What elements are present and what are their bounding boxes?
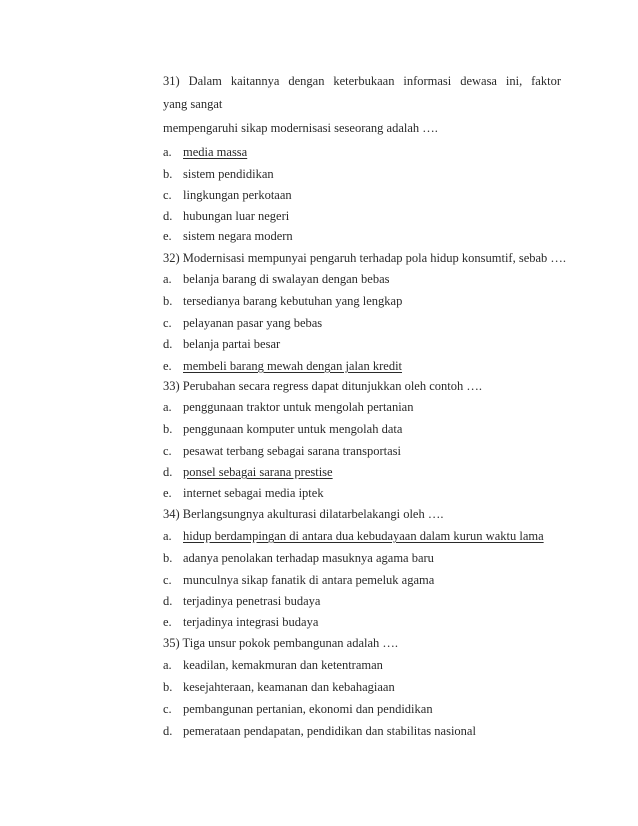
option-letter: c. [163,444,172,458]
option-text: sistem negara modern [183,229,293,243]
option-letter: a. [163,145,172,159]
option-text: pesawat terbang sebagai sarana transportasi [183,444,401,458]
option-letter: a. [163,529,172,543]
option-31-b [163,166,274,182]
option-31-e [163,228,293,244]
option-text: keadilan, kemakmuran dan ketentraman [183,658,383,672]
option-32-a [163,271,390,287]
option-text: adanya penolakan terhadap masuknya agama baru [183,551,434,565]
option-32-e [163,358,402,374]
option-text: penggunaan traktor untuk mengolah pertanian [183,400,414,414]
option-31-d [163,208,289,224]
option-text: hubungan luar negeri [183,209,290,223]
question-33: 33) Perubahan secara regress dapat ditunjukkan oleh contoh …. [163,379,482,393]
option-32-d [163,336,280,352]
option-31-c [163,187,292,203]
option-letter: d. [163,465,173,479]
option-letter: b. [163,551,173,565]
option-letter: a. [163,272,172,286]
option-text: belanja barang di swalayan dengan bebas [183,272,390,286]
option-text: pembangunan pertanian, ekonomi dan pendidikan [183,702,433,716]
option-letter: c. [163,573,172,587]
option-34-b [163,550,434,566]
option-text: munculnya sikap fanatik di antara pemeluk agama [183,573,435,587]
option-letter: b. [163,422,173,436]
question-32: 32) Modernisasi mempunyai pengaruh terhadap pola hidup konsumtif, sebab …. [163,251,567,265]
option-33-b [163,421,402,437]
option-35-c [163,701,433,717]
option-letter: a. [163,658,172,672]
option-35-a [163,657,383,673]
option-letter: e. [163,486,172,500]
option-34-a [163,528,544,544]
option-32-c [163,315,322,331]
option-letter: b. [163,167,173,181]
option-letter: c. [163,188,172,202]
option-text: terjadinya integrasi budaya [183,615,319,629]
question-31-line-3: mempengaruhi sikap modernisasi seseorang adalah …. [163,121,438,135]
option-text: terjadinya penetrasi budaya [183,594,321,608]
option-text: pelayanan pasar yang bebas [183,316,323,330]
option-text-answer: media massa [183,145,248,159]
option-text: kesejahteraan, keamanan dan kebahagiaan [183,680,395,694]
option-text: tersedianya barang kebutuhan yang lengkap [183,294,403,308]
option-35-d [163,723,476,739]
option-letter: d. [163,337,173,351]
option-text: lingkungan perkotaan [183,188,292,202]
option-letter: e. [163,615,172,629]
question-31-line-2: yang sangat [163,97,223,111]
option-33-d [163,464,333,480]
option-letter: e. [163,229,172,243]
option-text: sistem pendidikan [183,167,274,181]
option-34-e [163,614,318,630]
option-text: belanja partai besar [183,337,281,351]
option-letter: d. [163,209,173,223]
option-letter: b. [163,680,173,694]
option-31-a [163,144,247,160]
option-34-d [163,593,320,609]
question-35: 35) Tiga unsur pokok pembangunan adalah …. [163,636,399,650]
question-34: 34) Berlangsungnya akulturasi dilatarbelakangi oleh …. [163,507,444,521]
option-32-b [163,293,402,309]
option-35-b [163,679,395,695]
option-33-e [163,485,324,501]
option-letter: d. [163,594,173,608]
option-letter: e. [163,359,172,373]
option-text-answer: membeli barang mewah dengan jalan kredit [183,359,403,373]
option-33-c [163,443,401,459]
option-text: pemerataan pendapatan, pendidikan dan stabilitas nasional [183,724,476,738]
question-31-line-1: 31) Dalam kaitannya dengan keterbukaan informasi dewasa ini, faktor [163,74,561,88]
option-text: penggunaan komputer untuk mengolah data [183,422,403,436]
option-34-c [163,572,434,588]
option-letter: a. [163,400,172,414]
option-33-a [163,399,413,415]
option-text-answer: hidup berdampingan di antara dua kebudayaan dalam kurun waktu lama [183,529,544,543]
option-text-answer: ponsel sebagai sarana prestise [183,465,333,479]
option-letter: b. [163,294,173,308]
option-letter: c. [163,316,172,330]
option-letter: d. [163,724,173,738]
option-letter: c. [163,702,172,716]
option-text: internet sebagai media iptek [183,486,324,500]
